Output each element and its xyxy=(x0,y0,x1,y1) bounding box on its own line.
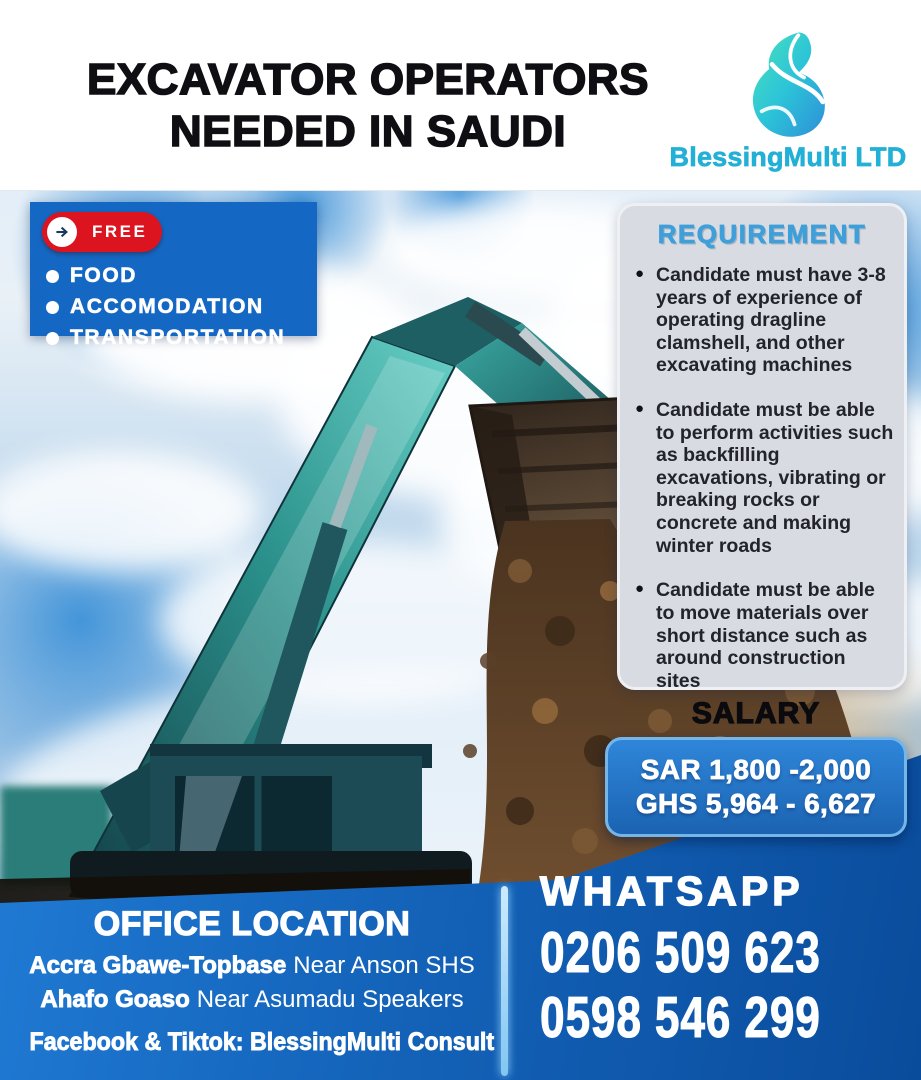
requirements-heading: REQUIREMENT xyxy=(657,219,867,249)
requirements-panel xyxy=(617,203,907,690)
blessingmulti-logo-icon xyxy=(741,28,835,142)
salary-heading: SALARY xyxy=(691,697,821,730)
office-location-heading: OFFICE LOCATION xyxy=(93,905,411,943)
requirement-item: ● Candidate must be able to perform activities such as backfilling excavations, vibrating or breaking rocks or concrete and making winter roads xyxy=(635,399,894,557)
whatsapp-block xyxy=(540,868,915,1051)
office-detail: Near Anson SHS xyxy=(293,952,475,979)
arrow-right-icon xyxy=(54,224,70,240)
office-detail: Near Asumadu Speakers xyxy=(196,986,464,1013)
free-items-list xyxy=(46,264,317,350)
social-handles: Facebook & Tiktok: BlessingMulti Consult xyxy=(29,1028,495,1056)
bullet-dot-icon xyxy=(46,332,59,345)
office-place: Accra Gbawe-Topbase xyxy=(29,952,287,979)
salary-range-ghs: GHS 5,964 - 6,627 xyxy=(635,788,877,819)
list-item xyxy=(46,264,317,288)
brand-name: BlessingMulti LTD xyxy=(669,142,907,172)
office-location-line xyxy=(12,952,492,980)
arrow-circle xyxy=(47,217,77,247)
whatsapp-number: 0598 546 299 xyxy=(540,985,821,1050)
salary-range-sar: SAR 1,800 -2,000 xyxy=(640,753,872,785)
requirement-item: ● Candidate must have 3-8 years of experience of operating dragline clamshell, and other excavating machines xyxy=(635,264,894,377)
list-item xyxy=(46,295,317,319)
bullet-dot-icon xyxy=(46,270,59,283)
free-badge xyxy=(42,212,162,252)
brand-logo-block xyxy=(669,28,907,173)
free-item-label: ACCOMODATION xyxy=(70,295,264,318)
free-item-label: FOOD xyxy=(70,264,138,287)
free-benefits-box xyxy=(30,202,317,349)
office-location-line xyxy=(12,986,492,1014)
list-item xyxy=(46,326,317,350)
vertical-divider xyxy=(501,886,508,1076)
office-location-block xyxy=(12,905,495,1057)
bullet-dot-icon xyxy=(46,301,59,314)
free-badge-label: FREE xyxy=(92,222,148,241)
poster-title-line2: NEEDED IN SAUDI xyxy=(169,106,567,156)
poster-title-line1: EXCAVATOR OPERATORS xyxy=(86,55,649,104)
free-item-label: TRANSPORTATION xyxy=(70,326,286,349)
salary-box xyxy=(605,737,907,837)
office-place: Ahafo Goaso xyxy=(40,986,190,1013)
requirement-item: ● Candidate must be able to move materials over short distance such as around construction sites xyxy=(635,579,894,692)
requirements-list xyxy=(620,250,904,692)
whatsapp-number: 0206 509 623 xyxy=(540,921,821,985)
whatsapp-heading: WHATSAPP xyxy=(540,868,804,914)
poster-title xyxy=(28,54,708,158)
